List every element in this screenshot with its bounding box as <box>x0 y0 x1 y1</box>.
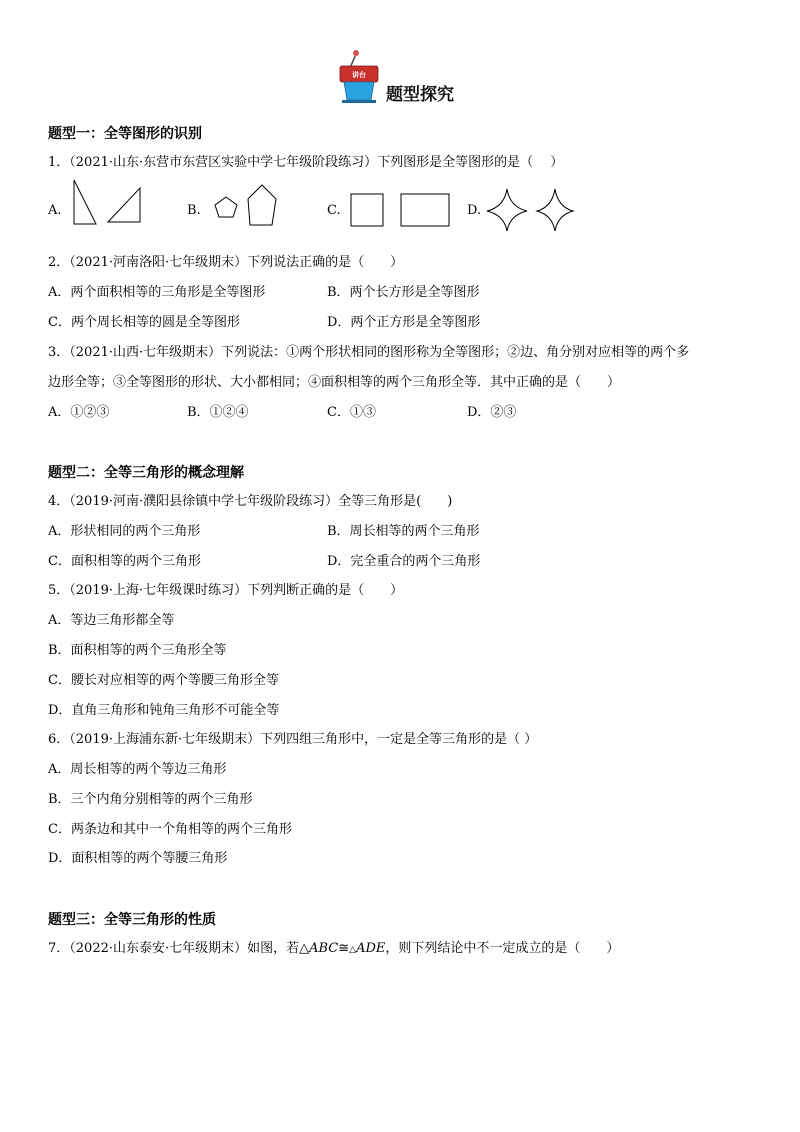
question-stem <box>48 941 619 958</box>
option: B．面积相等的两个三角形全等 <box>48 643 227 658</box>
option: A．两个面积相等的三角形是全等图形 <box>48 285 266 300</box>
option: C．两个周长相等的圆是全等图形 <box>48 315 240 330</box>
option: B．周长相等的两个三角形 <box>327 524 480 539</box>
option-d-figure <box>485 187 585 235</box>
question-stem: 6．（2019·上海浦东新·七年级期末）下列四组三角形中，一定是全等三角形的是（ ） <box>48 732 538 747</box>
triangle-abc: ABC <box>309 941 339 956</box>
option-label: C. <box>327 203 341 218</box>
triangle-ade: ADE <box>356 941 386 956</box>
question-stem-cont: 边形全等；③全等图形的形状、大小都相同；④面积相等的两个三角形全等．其中正确的是（ ） <box>48 375 621 390</box>
congruent-symbol: ≅ <box>338 941 350 956</box>
question-stem: 2．（2021·河南洛阳·七年级期末）下列说法正确的是（ ） <box>48 255 404 270</box>
option-label: A. <box>48 203 62 218</box>
option: C．腰长对应相等的两个等腰三角形全等 <box>48 673 279 688</box>
option: C．面积相等的两个三角形 <box>48 554 201 569</box>
option-label: D. <box>467 203 482 218</box>
option: B．两个长方形是全等图形 <box>327 285 480 300</box>
option: C．两条边和其中一个角相等的两个三角形 <box>48 822 292 837</box>
stem-prefix: 7．（2022·山东泰安·七年级期末）如图，若△ <box>48 941 310 956</box>
option: C．①③ <box>327 405 376 420</box>
section-title: 题型三：全等三角形的性质 <box>48 912 216 928</box>
option: A．形状相同的两个三角形 <box>48 524 201 539</box>
option: A．周长相等的两个等边三角形 <box>48 762 227 777</box>
option-b-figure <box>204 183 284 233</box>
question-stem: 4．（2019·河南·濮阳县徐镇中学七年级阶段练习）全等三角形是( ) <box>48 494 453 509</box>
option: D．②③ <box>467 405 517 420</box>
triangle-symbol: △ <box>349 945 357 955</box>
option: B．三个内角分别相等的两个三角形 <box>48 792 253 807</box>
option: D．面积相等的两个等腰三角形 <box>48 851 228 866</box>
option-a-figure <box>70 178 150 228</box>
option: A．等边三角形都全等 <box>48 613 175 628</box>
option: D．直角三角形和钝角三角形不可能全等 <box>48 703 280 718</box>
question-stem: 3．（2021·山西·七年级期末）下列说法：①两个形状相同的图形称为全等图形；②边、角分别对应相等的两个多 <box>48 345 690 360</box>
option: B．①②④ <box>187 405 249 420</box>
stem-suffix: ，则下列结论中不一定成立的是（ ） <box>385 941 620 956</box>
question-stem: 1．（2021·山东·东营市东营区实验中学七年级阶段练习）下列图形是全等图形的是（ ） <box>48 155 564 170</box>
option-label: B. <box>187 203 201 218</box>
svg-text:讲台: 讲台 <box>352 71 366 79</box>
page-title: 题型探究 <box>386 85 454 105</box>
question-stem: 5．（2019·上海·七年级课时练习）下列判断正确的是（ ） <box>48 583 404 598</box>
option-c-figure <box>345 190 455 230</box>
option: D．两个正方形是全等图形 <box>327 315 481 330</box>
option: A．①②③ <box>48 405 110 420</box>
section-title: 题型一：全等图形的识别 <box>48 126 202 142</box>
option: D．完全重合的两个三角形 <box>327 554 481 569</box>
section-title: 题型二：全等三角形的概念理解 <box>48 465 244 481</box>
